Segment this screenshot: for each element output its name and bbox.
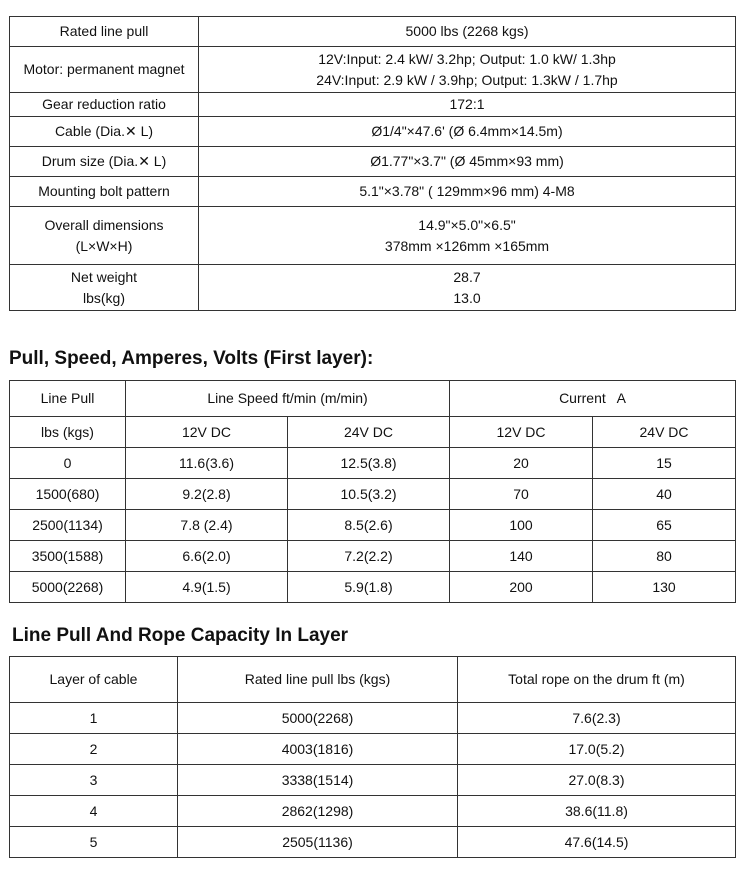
spec-value <box>199 117 736 147</box>
spec-row <box>10 147 736 177</box>
spec-label-line: lbs(kg) <box>82 289 125 306</box>
spec-value-line: 24V:Input: 2.9 kW / 3.9hp; Output: 1.3kW / 1.7hp <box>316 71 618 88</box>
cell-current-12v: 200 <box>450 572 593 603</box>
header-current-24v: 24V DC <box>593 417 736 448</box>
header-total-rope: Total rope on the drum ft (m) <box>458 657 736 703</box>
capacity-title: Line Pull And Rope Capacity In Layer <box>12 625 349 646</box>
header-speed-12v: 12V DC <box>126 417 288 448</box>
cell-speed-24v: 12.5(3.8) <box>288 448 450 479</box>
spec-label <box>10 47 199 93</box>
cell-speed-24v: 5.9(1.8) <box>288 572 450 603</box>
spec-row <box>10 47 736 93</box>
header-rated-pull: Rated line pull lbs (kgs) <box>178 657 458 703</box>
cell-speed-12v: 4.9(1.5) <box>126 572 288 603</box>
spec-label-line: Cable (Dia.✕ L) <box>54 123 154 139</box>
spec-value-line: 12V:Input: 2.4 kW/ 3.2hp; Output: 1.0 kW/ 1.3hp <box>318 50 616 67</box>
specs-table <box>9 16 736 311</box>
cell-line-pull: 3500(1588) <box>10 541 126 572</box>
cell-layer: 3 <box>10 765 178 796</box>
capacity-row <box>10 796 736 827</box>
performance-header-row <box>10 381 736 417</box>
spec-value <box>199 147 736 177</box>
header-line-pull: Line Pull <box>10 381 126 417</box>
cell-speed-12v: 9.2(2.8) <box>126 479 288 510</box>
specs-body <box>10 17 736 311</box>
spec-value-line: Ø1.77"×3.7" (Ø 45mm×93 mm) <box>370 153 564 169</box>
cell-total-rope: 38.6(11.8) <box>458 796 736 827</box>
cell-current-12v: 70 <box>450 479 593 510</box>
cell-speed-24v: 10.5(3.2) <box>288 479 450 510</box>
cell-rated-pull: 3338(1514) <box>178 765 458 796</box>
spec-value <box>199 207 736 265</box>
cell-speed-12v: 11.6(3.6) <box>126 448 288 479</box>
capacity-row <box>10 703 736 734</box>
performance-rows <box>10 448 736 603</box>
performance-body <box>10 381 736 448</box>
header-line-speed: Line Speed ft/min (m/min) <box>126 381 450 417</box>
cell-current-24v: 40 <box>593 479 736 510</box>
cell-current-12v: 20 <box>450 448 593 479</box>
cell-speed-24v: 7.2(2.2) <box>288 541 450 572</box>
capacity-body <box>10 657 736 703</box>
header-current: Current A <box>450 381 736 417</box>
performance-row <box>10 510 736 541</box>
spec-value <box>199 265 736 311</box>
spec-label-line: Drum size (Dia.✕ L) <box>41 153 167 169</box>
cell-current-24v: 15 <box>593 448 736 479</box>
performance-row <box>10 572 736 603</box>
spec-label <box>10 93 199 117</box>
spec-row <box>10 177 736 207</box>
cell-speed-12v: 6.6(2.0) <box>126 541 288 572</box>
performance-subheader-row <box>10 417 736 448</box>
spec-row <box>10 17 736 47</box>
cell-total-rope: 47.6(14.5) <box>458 827 736 858</box>
cell-line-pull: 0 <box>10 448 126 479</box>
performance-row <box>10 541 736 572</box>
header-current-12v: 12V DC <box>450 417 593 448</box>
spec-row <box>10 265 736 311</box>
cell-line-pull: 2500(1134) <box>10 510 126 541</box>
spec-label-line: Gear reduction ratio <box>42 96 166 112</box>
capacity-rows <box>10 703 736 858</box>
spec-value <box>199 47 736 93</box>
cell-current-12v: 100 <box>450 510 593 541</box>
capacity-header-row <box>10 657 736 703</box>
spec-label-line: (L×W×H) <box>75 237 133 254</box>
spec-label-line: Net weight <box>70 268 138 285</box>
cell-rated-pull: 2862(1298) <box>178 796 458 827</box>
performance-title: Pull, Speed, Amperes, Volts (First layer): <box>9 348 374 369</box>
cell-rated-pull: 4003(1816) <box>178 734 458 765</box>
spec-value-line: 172:1 <box>449 96 485 112</box>
header-lbs-kgs: lbs (kgs) <box>10 417 126 448</box>
cell-current-24v: 130 <box>593 572 736 603</box>
cell-line-pull: 1500(680) <box>10 479 126 510</box>
spec-value <box>199 177 736 207</box>
spec-value <box>199 93 736 117</box>
cell-current-24v: 80 <box>593 541 736 572</box>
cell-line-pull: 5000(2268) <box>10 572 126 603</box>
spec-value-line: Ø1/4"×47.6' (Ø 6.4mm×14.5m) <box>371 123 563 139</box>
capacity-row <box>10 734 736 765</box>
spec-row <box>10 93 736 117</box>
cell-layer: 2 <box>10 734 178 765</box>
cell-total-rope: 7.6(2.3) <box>458 703 736 734</box>
spec-value-line: 5000 lbs (2268 kgs) <box>405 23 529 39</box>
cell-speed-24v: 8.5(2.6) <box>288 510 450 541</box>
spec-value <box>199 17 736 47</box>
spec-value-line: 378mm ×126mm ×165mm <box>384 237 550 254</box>
cell-total-rope: 27.0(8.3) <box>458 765 736 796</box>
spec-label <box>10 17 199 47</box>
spec-row <box>10 117 736 147</box>
cell-current-24v: 65 <box>593 510 736 541</box>
capacity-row <box>10 827 736 858</box>
performance-row <box>10 448 736 479</box>
spec-label <box>10 177 199 207</box>
cell-rated-pull: 2505(1136) <box>178 827 458 858</box>
performance-table <box>9 380 736 603</box>
spec-label-line: Overall dimensions <box>44 216 164 233</box>
capacity-row <box>10 765 736 796</box>
header-layer: Layer of cable <box>10 657 178 703</box>
spec-label <box>10 265 199 311</box>
spec-label-line: Motor: permanent magnet <box>23 61 185 77</box>
cell-layer: 1 <box>10 703 178 734</box>
cell-rated-pull: 5000(2268) <box>178 703 458 734</box>
cell-layer: 5 <box>10 827 178 858</box>
header-speed-24v: 24V DC <box>288 417 450 448</box>
spec-row <box>10 207 736 265</box>
spec-value-line: 14.9"×5.0"×6.5" <box>418 216 516 233</box>
spec-value-line: 13.0 <box>453 289 481 306</box>
spec-label-line: Mounting bolt pattern <box>38 183 170 199</box>
cell-current-12v: 140 <box>450 541 593 572</box>
performance-row <box>10 479 736 510</box>
spec-label <box>10 147 199 177</box>
spec-value-line: 28.7 <box>453 268 481 285</box>
capacity-table <box>9 656 736 858</box>
spec-label <box>10 117 199 147</box>
cell-speed-12v: 7.8 (2.4) <box>126 510 288 541</box>
spec-label <box>10 207 199 265</box>
spec-label-line: Rated line pull <box>59 23 149 39</box>
spec-value-line: 5.1"×3.78" ( 129mm×96 mm) 4-M8 <box>359 183 575 199</box>
cell-layer: 4 <box>10 796 178 827</box>
cell-total-rope: 17.0(5.2) <box>458 734 736 765</box>
